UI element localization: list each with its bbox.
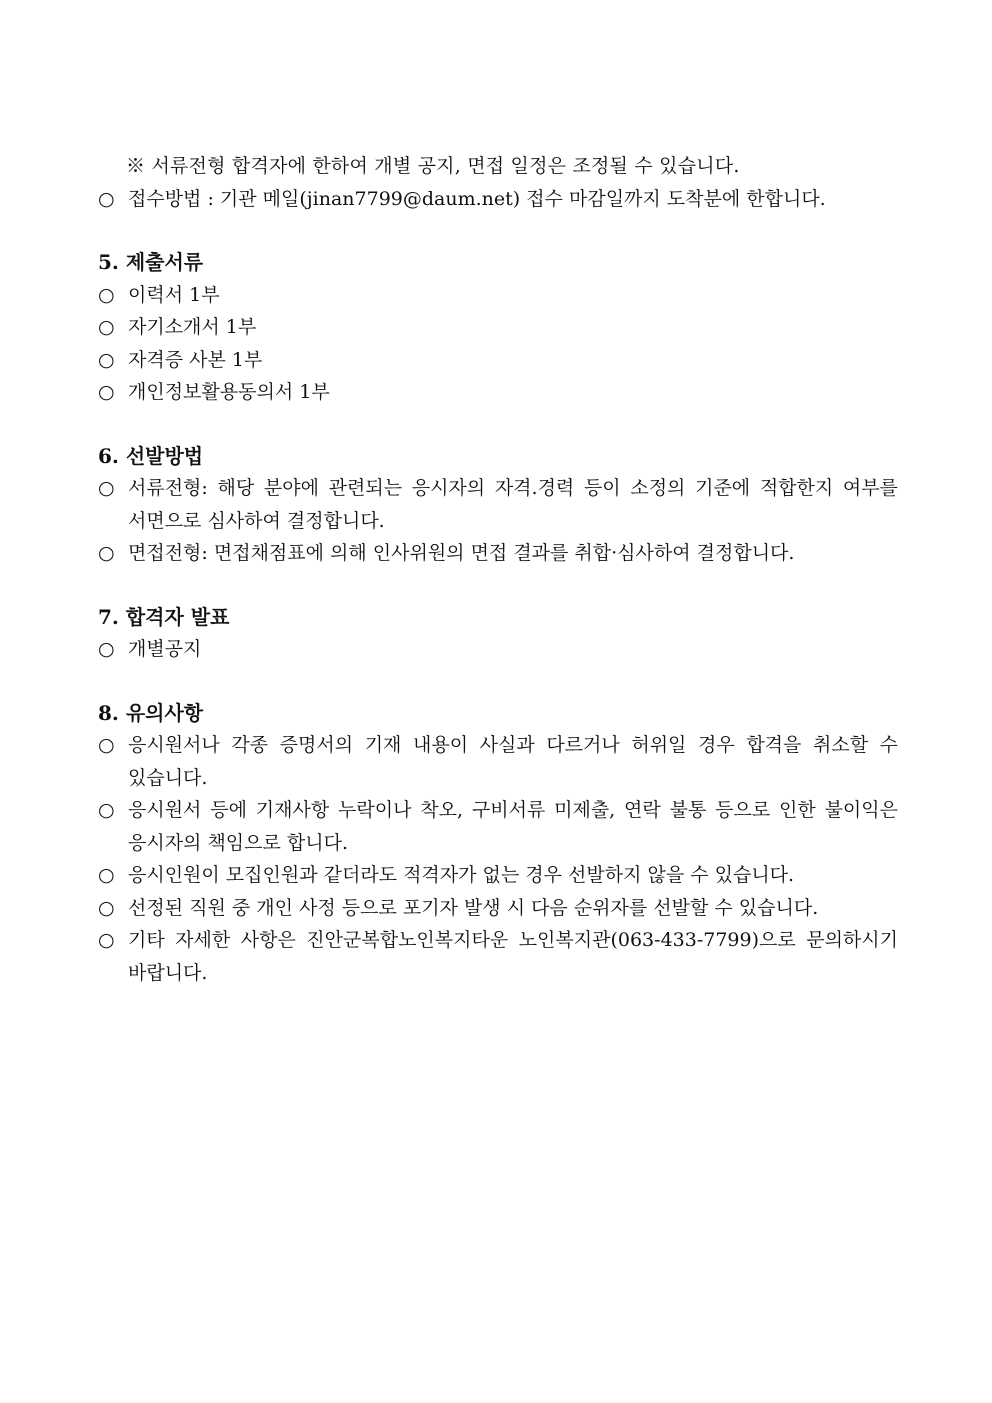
list-item-text: 선정된 직원 중 개인 사정 등으로 포기자 발생 시 다음 순위자를 선발할 수 있습니다. <box>128 896 819 919</box>
circle-bullet-icon: ○ <box>98 348 115 371</box>
list-item-text: 개별공지 <box>128 638 202 660</box>
list-item <box>98 892 898 925</box>
list-item-text: 이력서 1부 <box>128 283 220 306</box>
receipt-method-item <box>98 183 898 216</box>
list-item <box>98 729 898 794</box>
section-heading: 8. 유의사항 <box>98 700 204 725</box>
circle-bullet-icon: ○ <box>98 283 115 306</box>
circle-bullet-icon: ○ <box>98 896 115 919</box>
receipt-method-text: 접수방법 : 기관 메일(jinan7799@daum.net) 접수 마감일까지 도착분에 한합니다. <box>128 187 826 210</box>
list-item <box>98 472 898 537</box>
list-item <box>98 924 898 989</box>
list-item <box>98 859 898 892</box>
section-heading: 7. 합격자 발표 <box>98 604 230 629</box>
list-item <box>98 633 898 666</box>
circle-bullet-icon: ○ <box>98 864 115 886</box>
list-item-text: 개인정보활용동의서 1부 <box>128 381 330 403</box>
list-item <box>98 311 898 344</box>
section-submission-documents <box>98 246 898 409</box>
section-heading: 6. 선발방법 <box>98 443 204 468</box>
list-item <box>98 376 898 409</box>
list-item <box>98 344 898 377</box>
list-item <box>98 279 898 312</box>
reference-mark: ※ <box>126 155 146 177</box>
list-item-text: 응시원서 등에 기재사항 누락이나 착오, 구비서류 미제출, 연락 불통 등으로 인한 불이익은 응시자의 책임으로 합니다. <box>128 799 898 854</box>
section-selection-method <box>98 440 898 570</box>
document-body <box>98 150 898 989</box>
section-heading: 5. 제출서류 <box>98 250 204 274</box>
list-item-text: 기타 자세한 사항은 진안군복합노인복지타운 노인복지관(063-433-7799)으로 문의하시기 바랍니다. <box>128 929 898 984</box>
section-announcement <box>98 601 898 666</box>
circle-bullet-icon: ○ <box>98 542 115 564</box>
list-item-text: 자격증 사본 1부 <box>128 348 263 371</box>
screening-note <box>98 150 898 183</box>
list-item-text: 면접전형: 면접채점표에 의해 인사위원의 면접 결과를 취합·심사하여 결정합니다. <box>128 542 795 564</box>
circle-bullet-icon: ○ <box>98 929 115 951</box>
list-item-text: 서류전형: 해당 분야에 관련되는 응시자의 자격.경력 등이 소정의 기준에 적합한지 여부를 서면으로 심사하여 결정합니다. <box>128 477 898 532</box>
circle-bullet-icon: ○ <box>98 381 115 403</box>
list-item <box>98 794 898 859</box>
screening-note-text: 서류전형 합격자에 한하여 개별 공지, 면접 일정은 조정될 수 있습니다. <box>151 155 740 177</box>
circle-bullet-icon: ○ <box>98 799 115 821</box>
circle-bullet-icon: ○ <box>98 477 115 499</box>
circle-bullet-icon: ○ <box>98 638 115 660</box>
circle-bullet-icon: ○ <box>98 187 115 210</box>
section-precautions <box>98 697 898 990</box>
list-item-text: 자기소개서 1부 <box>128 316 257 338</box>
list-item-text: 응시인원이 모집인원과 같더라도 적격자가 없는 경우 선발하지 않을 수 있습니다. <box>128 864 795 886</box>
circle-bullet-icon: ○ <box>98 316 115 338</box>
list-item-text: 응시원서나 각종 증명서의 기재 내용이 사실과 다르거나 허위일 경우 합격을 취소할 수 있습니다. <box>128 734 898 789</box>
circle-bullet-icon: ○ <box>98 734 115 756</box>
list-item <box>98 537 898 570</box>
